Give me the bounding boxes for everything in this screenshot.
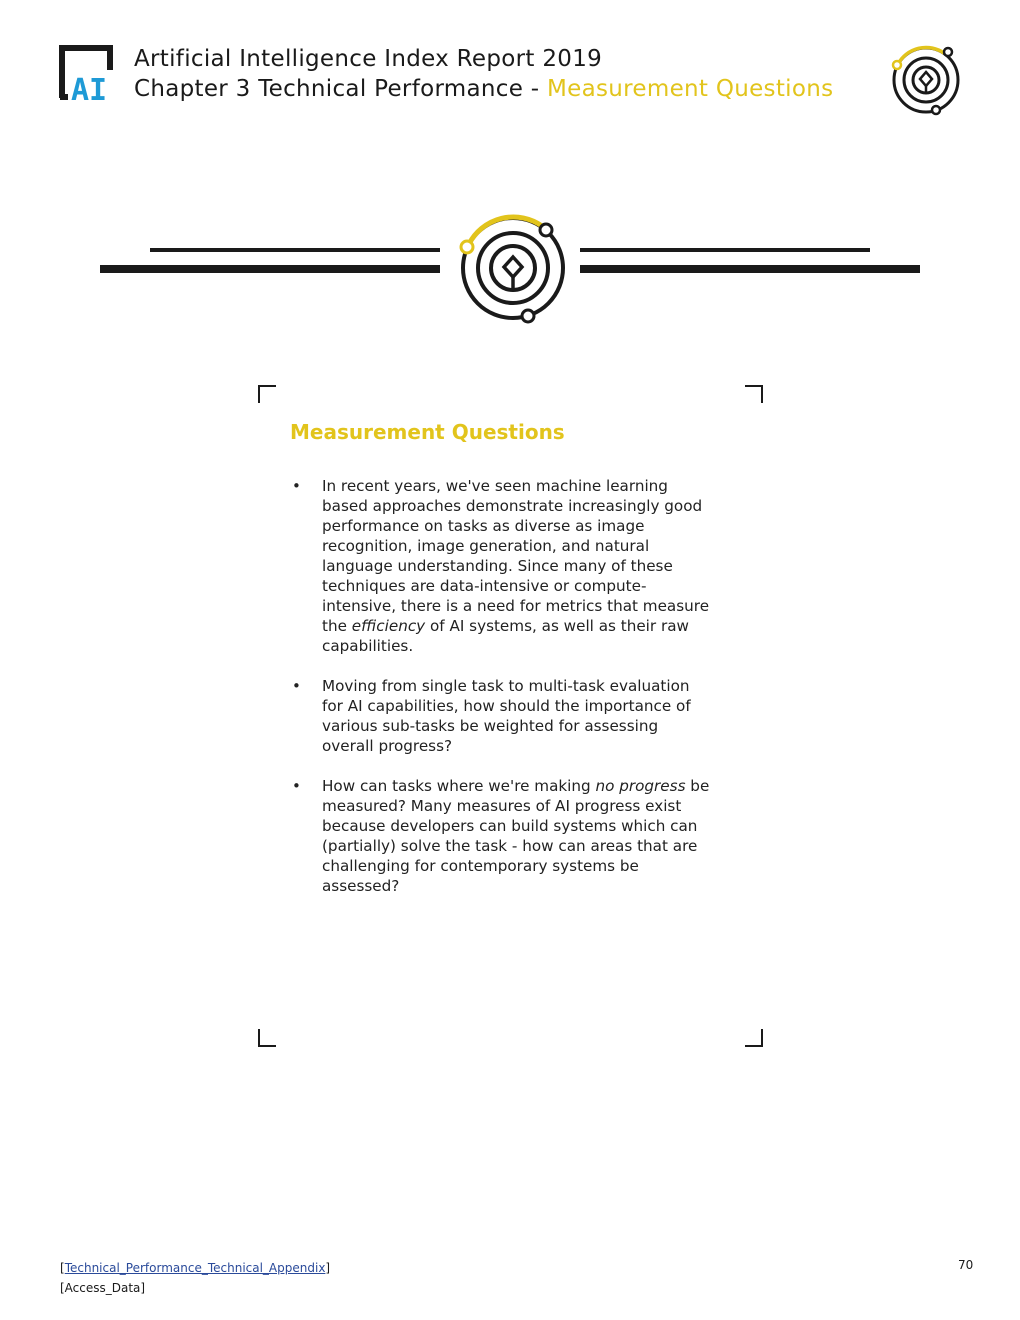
page-header-title xyxy=(134,44,833,104)
orbit-emblem-icon xyxy=(886,42,964,120)
frame-corner-bottom-right xyxy=(745,1029,763,1047)
list-item: • In recent years, we've seen machine learning based approaches demonstrate increasingly good performance on tasks as diverse as image recognition, image generation, and natural language understanding. Since many of these techniques are data-intensive or compute-intensive, there is a need for metrics that measure the efficiency of AI systems, as well as their raw capabilities. xyxy=(292,477,710,655)
frame-corner-bottom-left xyxy=(258,1029,276,1047)
page-number: 70 xyxy=(958,1258,974,1272)
chapter-title-accent: Measurement Questions xyxy=(547,76,834,102)
frame-corner-top-left xyxy=(258,385,276,403)
bullet-icon: • xyxy=(292,777,301,795)
chapter-title-prefix: Chapter 3 Technical Performance - xyxy=(134,76,548,102)
bullet-icon: • xyxy=(292,477,301,495)
report-title: Artificial Intelligence Index Report 2019 xyxy=(134,46,603,72)
technical-appendix-link[interactable]: Technical_Performance_Technical_Appendix xyxy=(64,1261,326,1275)
appendix-line: [Technical_Performance_Technical_Appendix] xyxy=(60,1261,331,1275)
chapter-title xyxy=(134,74,833,104)
list-item: • How can tasks where we're making no progress be measured? Many measures of AI progress exist because developers can build systems which can (partially) solve the task - how can areas that are challenging for contemporary systems be assessed? xyxy=(292,777,710,895)
bullet-icon: • xyxy=(292,677,301,695)
section-title: Measurement Questions xyxy=(290,420,565,444)
orbit-emblem-icon xyxy=(461,217,563,322)
bullet-list xyxy=(290,476,710,916)
access-data-link[interactable]: [Access_Data] xyxy=(60,1281,146,1295)
frame-corner-top-right xyxy=(745,385,763,403)
logo-text: AI xyxy=(71,73,108,102)
section-divider xyxy=(96,208,926,328)
list-item: • Moving from single task to multi-task evaluation for AI capabilities, how should the importance of various sub-tasks be weighted for assessing overall progress? xyxy=(292,677,691,755)
footer-links xyxy=(60,1258,330,1298)
ai-index-logo xyxy=(58,44,122,102)
